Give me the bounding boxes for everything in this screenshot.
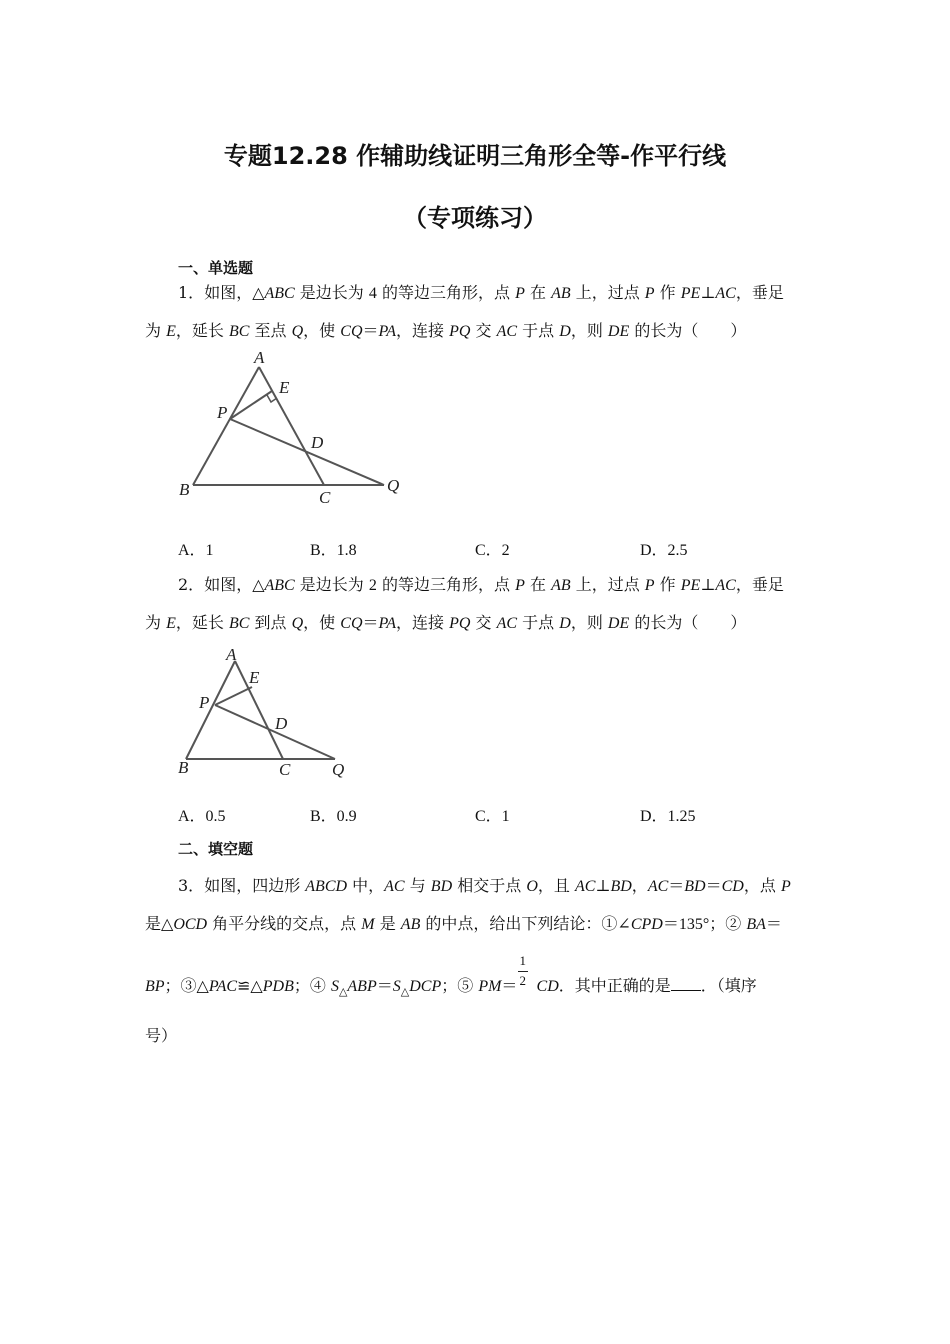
section-heading-fill-blank: 二、填空题 bbox=[178, 840, 254, 858]
figure-1-label-q: Q bbox=[387, 476, 400, 495]
answer-blank bbox=[671, 976, 701, 991]
question-2-line-2: 为 E，延长 BC 到点 Q，使 CQ＝PA，连接 PQ 交 AC 于点 D，则 DE 的长为（ ） bbox=[145, 613, 747, 632]
figure-1-label-d: D bbox=[311, 433, 324, 452]
figure-2-label-q: Q bbox=[332, 760, 345, 779]
section-heading-single-choice: 一、单选题 bbox=[178, 259, 254, 277]
figure-2-label-d: D bbox=[275, 714, 288, 733]
q1-option-c: C．2 bbox=[475, 542, 510, 559]
question-3-line-4: 号） bbox=[145, 1026, 178, 1045]
q1-option-b: B．1.8 bbox=[310, 542, 357, 559]
figure-2-label-b: B bbox=[178, 758, 189, 777]
question-1-number: 1． bbox=[178, 283, 205, 302]
figure-1-label-b: B bbox=[179, 480, 190, 499]
fraction-one-half: $\frac{1}{2}$ bbox=[517, 975, 531, 991]
q2-option-b: B．0.9 bbox=[310, 808, 357, 825]
question-1-line-2: 为 E，延长 BC 至点 Q，使 CQ＝PA，连接 PQ 交 AC 于点 D，则 DE 的长为（ ） bbox=[145, 321, 747, 340]
segment-ac bbox=[259, 367, 324, 485]
figure-2-label-e: E bbox=[249, 668, 260, 687]
q2-option-a: A．0.5 bbox=[178, 808, 226, 825]
question-2-figure bbox=[170, 645, 360, 780]
question-3-line-3: BP；③△PAC≌△PDB；④ $S_\triangle ABP=S_\triangle DCP$；⑤ PM＝ $\frac{1}{2}$ CD．其中正确的是 ．（填序 bbox=[145, 953, 757, 999]
page-subtitle: （专项练习） bbox=[403, 204, 547, 232]
question-2-number: 2． bbox=[178, 575, 205, 594]
figure-1-label-e: E bbox=[279, 378, 290, 397]
q1-option-d: D．2.5 bbox=[640, 542, 688, 559]
q2-option-c: C．1 bbox=[475, 808, 510, 825]
question-1-line-1: 1．如图，△ABC 是边长为 4 的等边三角形，点 P 在 AB 上，过点 P 作 PE⊥AC，垂足 bbox=[178, 283, 784, 302]
question-3-number: 3． bbox=[178, 876, 205, 895]
figure-1-label-a: A bbox=[254, 348, 265, 367]
q1-option-a: A．1 bbox=[178, 542, 214, 559]
question-1-figure bbox=[170, 345, 410, 510]
question-3-line-2: 是△OCD 角平分线的交点，点 M 是 AB 的中点，给出下列结论：①∠CPD＝135°；② BA＝ bbox=[145, 914, 782, 933]
page-title: 专题12.28 作辅助线证明三角形全等-作平行线 bbox=[223, 142, 727, 170]
segment-pq bbox=[230, 419, 384, 485]
figure-2-label-p: P bbox=[199, 693, 210, 712]
figure-1-label-c: C bbox=[319, 488, 331, 507]
figure-2-label-a: A bbox=[226, 645, 237, 664]
figure-1-label-p: P bbox=[217, 403, 228, 422]
segment-pe bbox=[230, 391, 272, 419]
question-2-line-1: 2．如图，△ABC 是边长为 2 的等边三角形，点 P 在 AB 上，过点 P 作 PE⊥AC，垂足 bbox=[178, 575, 784, 594]
question-3-line-1: 3．如图，四边形 ABCD 中，AC 与 BD 相交于点 O，且 AC⊥BD，AC＝BD＝CD，点 P bbox=[178, 876, 791, 895]
figure-2-label-c: C bbox=[279, 760, 291, 779]
q2-option-d: D．1.25 bbox=[640, 808, 696, 825]
segment-ab bbox=[193, 367, 259, 485]
